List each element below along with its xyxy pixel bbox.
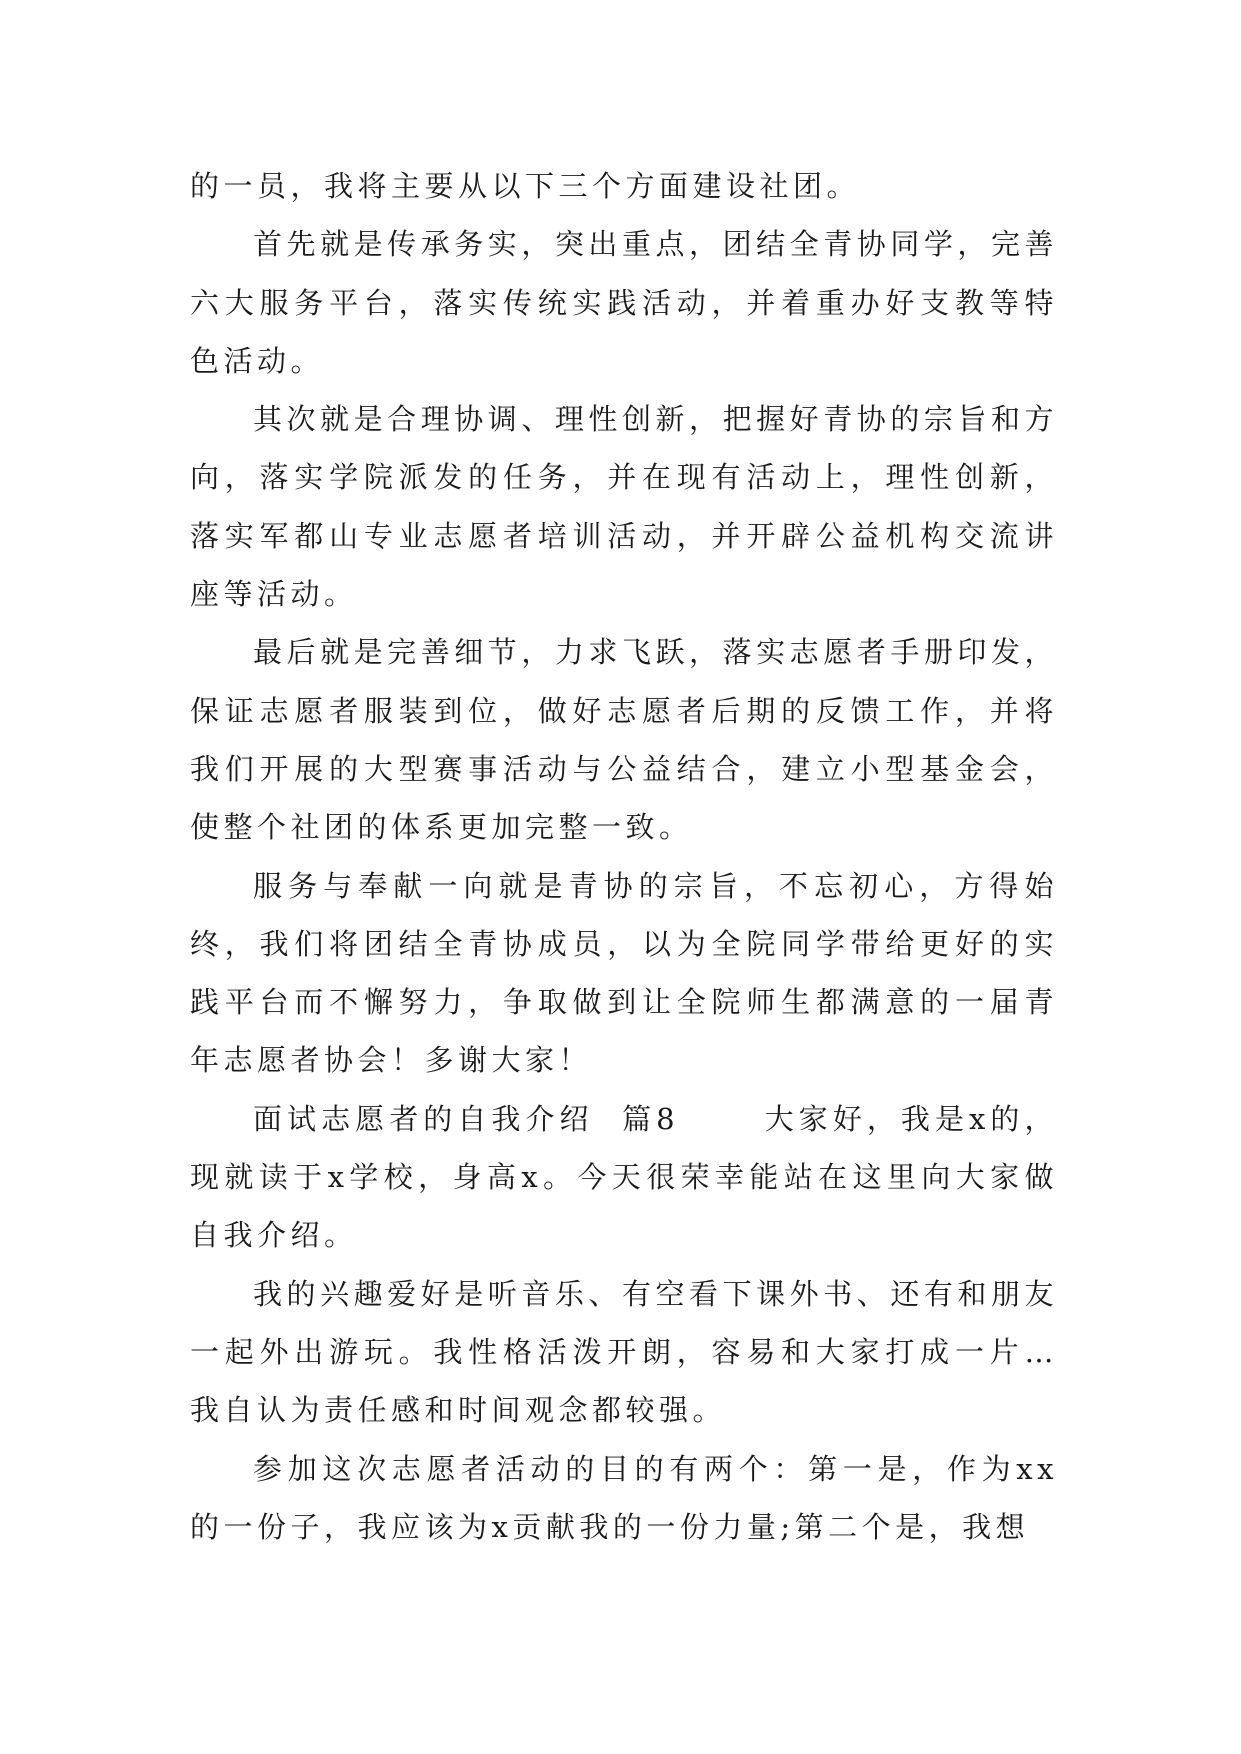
paragraph-7: 我的兴趣爱好是听音乐、有空看下课外书、还有和朋友一起外出游玩。我性格活泼开朗，容易和大家打成一片…我自认为责任感和时间观念都较强。 bbox=[190, 1276, 1058, 1428]
paragraph-8: 参加这次志愿者活动的目的有两个：第一是，作为xx的一份子，我应该为x贡献我的一份力量;第二个是，我想 bbox=[190, 1451, 1058, 1544]
paragraph-5: 服务与奉献一向就是青协的宗旨，不忘初心，方得始终，我们将团结全青协成员，以为全院同学带给更好的实践平台而不懈努力，争取做到让全院师生都满意的一届青年志愿者协会！多谢大家！ bbox=[190, 868, 1058, 1078]
paragraph-3: 其次就是合理协调、理性创新，把握好青协的宗旨和方向，落实学院派发的任务，并在现有活动上，理性创新，落实军都山专业志愿者培训活动，并开辟公益机构交流讲座等活动。 bbox=[190, 402, 1058, 612]
paragraph-4: 最后就是完善细节，力求飞跃，落实志愿者手册印发，保证志愿者服装到位，做好志愿者后期的反馈工作，并将我们开展的大型赛事活动与公益结合，建立小型基金会，使整个社团的体系更加完整一致。 bbox=[190, 635, 1058, 845]
paragraph-1: 的一员，我将主要从以下三个方面建设社团。 bbox=[190, 169, 861, 203]
paragraph-2: 首先就是传承务实，突出重点，团结全青协同学，完善六大服务平台，落实传统实践活动，并着重办好支教等特色活动。 bbox=[190, 227, 1058, 378]
document-body bbox=[190, 157, 1058, 1556]
paragraph-6: 面试志愿者的自我介绍 篇8 大家好，我是x的，现就读于x学校，身高x。今天很荣幸能站在这里向大家做自我介绍。 bbox=[190, 1101, 1058, 1253]
